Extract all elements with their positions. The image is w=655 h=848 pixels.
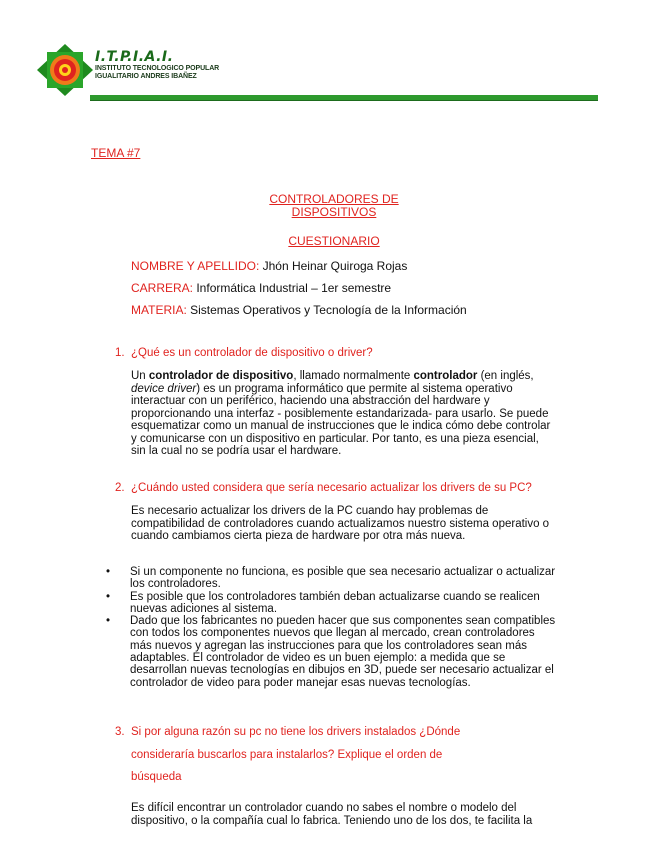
question-3-line-3: búsqueda: [131, 771, 182, 783]
bullet-icon: •: [106, 566, 111, 578]
answer-2: [131, 505, 607, 543]
document-subtitle: CUESTIONARIO: [288, 234, 380, 248]
subject-value: Sistemas Operativos y Tecnología de la Información: [186, 303, 467, 317]
subject-label: MATERIA:: [131, 303, 187, 317]
career-row: [131, 281, 391, 295]
brand-title: I.T.P.I.A.I.: [95, 49, 174, 65]
question-3-number: 3.: [115, 726, 125, 738]
question-3-line-2: consideraría buscarlos para instalarlos? Explique el orden de: [131, 749, 443, 761]
answer-3-line-2: dispositivo, o la compañía cual lo fabrica. Teniendo uno de los dos, te facilita la: [131, 814, 533, 827]
question-1-number: 1.: [115, 347, 125, 359]
question-2-number: 2.: [115, 482, 125, 494]
bullet-icon: •: [106, 615, 111, 628]
brand-block: [95, 49, 219, 81]
student-name-label: NOMBRE Y APELLIDO:: [131, 259, 260, 273]
student-name-row: [131, 259, 407, 273]
career-label: CARRERA:: [131, 281, 194, 295]
brand-line-1: INSTITUTO TECNOLOGICO POPULAR: [95, 65, 220, 72]
question-1-text: ¿Qué es un controlador de dispositivo o driver?: [131, 347, 373, 359]
answer-2-line-3: cuando cambiamos cierta pieza de hardware por otra más nueva.: [131, 530, 466, 542]
answer-1-line-6: y comunicarse con un dispositivo en particular. Por tanto, es una pieza esencial,: [131, 432, 539, 445]
answer-3-line-1: Es difícil encontrar un controlador cuando no sabes el nombre o modelo del: [131, 802, 517, 814]
topic-number: TEMA #7: [91, 146, 141, 160]
bullet-icon: •: [106, 590, 111, 603]
career-value: Informática Industrial – 1er semestre: [193, 281, 392, 295]
header-divider-thin: [90, 100, 598, 101]
brand-line-2: IGUALITARIO ANDRES IBAÑEZ: [95, 73, 197, 80]
answer-2-line-1: Es necesario actualizar los drivers de la PC cuando hay problemas de: [131, 505, 489, 517]
answer-1-line-1: Un controlador de dispositivo, llamado normalmente controlador (en inglés,: [131, 370, 534, 382]
answer-3: [131, 802, 607, 827]
question-3-line-1: Si por alguna razón su pc no tiene los drivers instalados ¿Dónde: [131, 726, 461, 738]
list-item: • Dado que los fabricantes no pueden hacer que sus componentes sean compatibles con todos los componentes nuevos que llegan al mercado, crean controladores más nuevos y agregan las instrucciones para que los controladores sean más adaptables. El controlador de video es un buen ejemplo: a medida que se desarrollan nuevas tecnologías en dibujos en 3D, puede ser necesario actualizar el controlador de video para poder manejar esas nuevas tecnologías.: [106, 615, 556, 689]
question-2-text: ¿Cuándo usted considera que sería necesario actualizar los drivers de su PC?: [131, 482, 532, 494]
student-name-value: Jhón Heinar Quiroga Rojas: [259, 259, 408, 273]
bullet-list: [106, 566, 606, 689]
subject-row: [131, 303, 467, 317]
institute-logo-icon: [37, 44, 93, 96]
answer-1-line-2: device driver) es un programa informático que permite al sistema operativo: [131, 382, 513, 395]
answer-1-line-7: sin la cual no se podría usar el hardware.: [131, 445, 342, 457]
title-line-1: CONTROLADORES DE: [269, 192, 399, 206]
title-line-2: DISPOSITIVOS: [291, 205, 377, 219]
answer-2-line-2: compatibilidad de controladores cuando actualizamos nuestro sistema operativo o: [131, 517, 550, 530]
list-item: • Si un componente no funciona, es posible que sea necesario actualizar o actualizar los controladores.: [106, 566, 556, 591]
answer-1-line-3: interactuar con un periférico, haciendo una abstracción del hardware y: [131, 395, 490, 407]
list-item: • Es posible que los controladores también deban actualizarse cuando se realicen nuevas adiciones al sistema.: [106, 590, 540, 615]
answer-1-line-5: esquematizar como un manual de instrucciones que le indica cómo debe controlar: [131, 420, 551, 432]
answer-1-line-4: proporcionando una interfaz - posiblemente estandarizada- para usarlo. Se puede: [131, 407, 549, 420]
answer-1: [131, 370, 607, 458]
document-title: [0, 193, 655, 219]
